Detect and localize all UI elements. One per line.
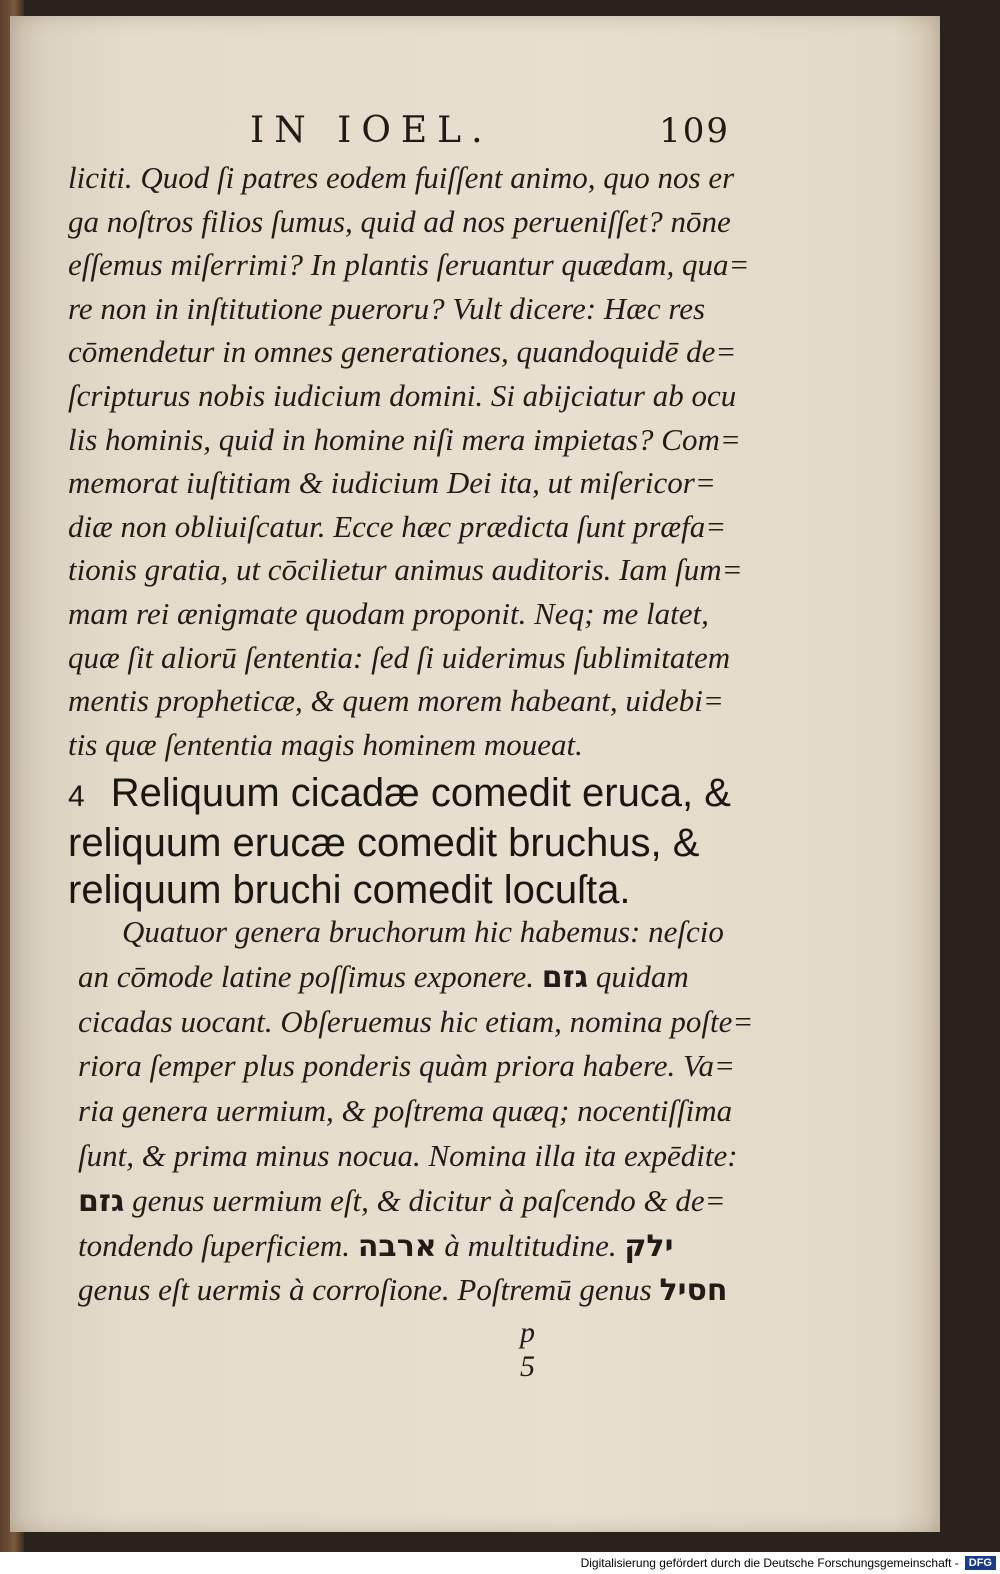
text-line: mentis propheticæ, & quem morem habeant, uidebi= [68, 683, 724, 719]
hebrew-word: חסיל [659, 1273, 728, 1309]
text-segment: an cōmode latine poſſimus exponere. [78, 958, 534, 994]
text-line: re non in inſtitutione pueroru? Vult dicere: Hæc res [68, 290, 706, 326]
verse-number: 4 [68, 780, 85, 813]
text-line: ſunt, & prima minus nocua. Nomina illa ita expēdite: [78, 1137, 738, 1173]
text-segment: genus eſt uermis à corroſione. Poſtremū genus [78, 1272, 652, 1308]
page-number: 109 [659, 111, 730, 151]
running-head-title: IN IOEL. [250, 110, 493, 151]
dfg-logo: DFG [965, 1556, 996, 1570]
text-line: memorat iuſtitiam & iudicium Dei ita, ut miſericor= [68, 465, 716, 501]
text-line: eſſemus miſerrimi? In plantis ſeruantur quædam, qua= [68, 247, 750, 283]
text-line: ria genera uermium, & poſtrema quæq; nocentiſſima [78, 1093, 733, 1129]
verse-line [68, 770, 731, 820]
text-line: ga noſtros filios ſumus, quid ad nos perueniſſet? nōne [68, 203, 731, 239]
text-line [78, 1224, 718, 1269]
text-segment: genus uermium eſt, & dicitur à paſcendo & de= [132, 1182, 726, 1218]
signature-mark: p 5 [520, 1316, 583, 1383]
commentary-text [78, 910, 754, 1313]
text-line: diæ non obliuiſcatur. Ecce hæc prædicta ſunt præfa= [68, 508, 727, 544]
hebrew-word: גזם [78, 1183, 125, 1219]
hebrew-word: גזם [541, 959, 589, 995]
running-head [250, 110, 730, 156]
verse-text: Reliquum cicadæ comedit eruca, & [110, 771, 731, 815]
text-line: riora ſemper plus ponderis quàm priora habere. Va= [78, 1048, 735, 1084]
text-line [78, 955, 718, 1000]
text-segment: quidam [595, 958, 689, 994]
funding-note: Digitalisierung gefördert durch die Deutsche Forschungsgemeinschaft - [580, 1556, 959, 1570]
text-line: cicadas uocant. Obſeruemus hic etiam, nomina poſte= [78, 1003, 754, 1039]
body-text [68, 156, 750, 766]
text-line: cōmendetur in omnes generationes, quandoquidē de= [68, 334, 737, 370]
text-line [78, 1268, 728, 1313]
verse-line: reliquum bruchi comedit locuſta. [68, 868, 631, 912]
verse-line: reliquum erucæ comedit bruchus, & [68, 821, 700, 865]
scripture-verse [68, 770, 731, 914]
text-line: quæ ſit aliorū ſententia: ſed ſi uiderimus ſublimitatem [68, 639, 731, 675]
text-segment: tondendo ſuperficiem. [78, 1227, 351, 1263]
hebrew-word: ארבה [357, 1228, 437, 1264]
text-line: tionis gratia, ut cōcilietur animus auditoris. Iam ſum= [68, 552, 743, 588]
digitization-footer [0, 1552, 1000, 1574]
text-line: mam rei ænigmate quodam proponit. Neq; me latet, [68, 595, 709, 631]
text-line: lis hominis, quid in homine niſi mera impietas? Com= [68, 421, 741, 457]
text-line: Quatuor genera bruchorum hic habemus: neſcio [122, 914, 724, 949]
text-segment: à multitudine. [444, 1227, 617, 1263]
hebrew-word: ילק [624, 1228, 674, 1264]
text-line: tis quæ ſententia magis hominem moueat. [68, 726, 583, 762]
text-line: liciti. Quod ſi patres eodem fuiſſent animo, quo nos er [68, 160, 735, 195]
text-line: ſcripturus nobis iudicium domini. Si abijciatur ab ocu [68, 377, 737, 413]
text-line [78, 1179, 726, 1224]
